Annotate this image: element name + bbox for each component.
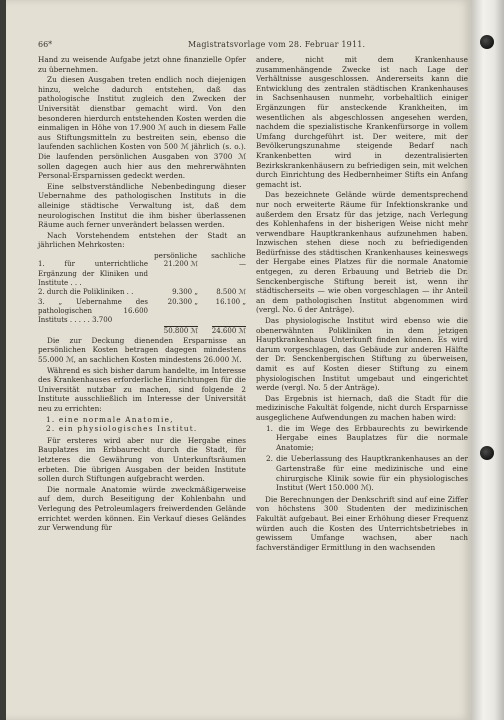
table-cell: 20.300 „ xyxy=(167,297,198,306)
table-cell: 16.100 „ xyxy=(215,297,246,306)
document-page xyxy=(6,0,472,720)
list-item: 1. die im Wege des Erbbaurechts zu bewirkende Hergabe eines Bauplatzes für die normale Anatomie; xyxy=(266,423,468,452)
institute-list xyxy=(46,415,246,434)
paragraph: Zu diesen Ausgaben treten endlich noch diejenigen hinzu, welche dadurch entstehen, daß das pathologische Institut zugleich den Zwecken der Universität dienstbar gemacht wird. Von den besonderen hierdurch entstehenden Kosten werden die einmaligen in Höhe von 17.900 ℳ auch in diesem Falle aus Stiftungsmitteln zu bestreiten sein, ebenso die laufenden sachlichen Kosten von 500 ℳ jährlich (s. o.). Die laufenden persönlichen Ausgaben von 3700 ℳ sollen dagegen auch hier aus den mehrerwähnten Personal-Ersparnissen gedeckt werden. xyxy=(38,75,246,181)
table-total: 50.800 ℳ xyxy=(163,326,198,335)
paragraph: Während es sich bisher darum handelte, im Interesse des Krankenhauses erforderliche Einrichtungen für die Universität nutzbar zu machen, sind folgende 2 Institute ausschließlich im Interesse der Universität neu zu errichten: xyxy=(38,365,246,413)
right-column xyxy=(256,55,468,553)
table-row-label: 1. für unterrichtliche Ergänzung der Kliniken und Institute . . . xyxy=(38,260,148,288)
paragraph: Die normale Anatomie würde zweckmäßigerweise auf dem, durch Beseitigung der Kohlenbahn und Verlegung des Petroleumlagers freiwerdenden Gelände errichtet werden können. Ein Verkauf dieses Geländes zur Verwendung für xyxy=(38,484,246,533)
table-cell: — xyxy=(239,260,246,269)
table-row-label: 3. „ Uebernahme des pathologischen 16.600 Instituts . . . . . 3.700 xyxy=(38,297,148,325)
running-header: Magistratsvorlage vom 28. Februar 1911. xyxy=(188,40,366,49)
paragraph: Eine selbstverständliche Nebenbedingung dieser Uebernahme des pathologischen Instituts in die alleinige städtische Verwaltung ist, daß dem neurologischen Institut die ihm bisher überlassenen Räume auch ferner unverändert belassen werden. xyxy=(38,181,246,230)
paragraph: Die zur Deckung dienenden Ersparnisse an persönlichen Kosten betragen dagegen mindestens 55.000 ℳ, an sachlichen Kosten mindestens 26.000 ℳ. xyxy=(38,335,246,365)
punch-hole xyxy=(480,446,494,460)
list-item: 1. eine normale Anatomie, xyxy=(46,414,174,424)
paragraph: Die Berechnungen der Denkschrift sind auf eine Ziffer von höchstens 300 Studenten der medizinischen Fakultät aufgebaut. Bei einer Erhöhung dieser Frequenz würden auch die Kosten des Unterrichtsbetriebes in gewissem Umfange wachsen, aber nach fachverständiger Ermittlung in den wachsenden xyxy=(256,494,468,552)
punch-hole xyxy=(480,35,494,49)
table-row xyxy=(38,288,246,297)
left-column xyxy=(38,55,246,534)
table-cell: 9.300 „ xyxy=(172,288,198,297)
list-item: 2. die Ueberlassung des Hauptkrankenhauses an der Gartenstraße für eine medizinische und eine chirurgische Klinik sowie für ein physiologisches Institut (Wert 150.000 ℳ). xyxy=(266,454,468,493)
paragraph: Hand zu weisende Aufgabe jetzt ohne finanzielle Opfer zu übernehmen. xyxy=(38,55,246,74)
table-row-label: 2. durch die Polikliniken . . xyxy=(38,288,134,297)
page-number: 66* xyxy=(38,40,53,49)
cost-table xyxy=(38,251,246,336)
table-total-row xyxy=(38,326,246,336)
binder-strip xyxy=(472,0,504,720)
list-item: 2. ein physiologisches Institut. xyxy=(46,424,198,434)
paragraph: Für ersteres wird aber nur die Hergabe eines Bauplatzes im Erbbaurecht durch die Stadt, für letzteres die Gewährung von Unterkunftsräumen erbeten. Die übrigen Ausgaben der beiden Institute sollen durch Stiftungen aufgebracht werden. xyxy=(38,435,246,484)
table-col-header: persönliche xyxy=(154,250,198,260)
table-col-header: sachliche xyxy=(211,250,246,260)
expense-list xyxy=(266,424,468,493)
paragraph: Das bezeichnete Gelände würde dementsprechend nur noch erweiterte Räume für Infektionskranke und außerdem den Ersatz für das jetzige, nach Verlegung des Kohlenhafens in der bisherigen Weise nicht mehr verwendbare Hauptkrankenhaus aufzunehmen haben. Inzwischen stehen diese noch zu befriedigenden Bedürfnisse des städtischen Krankenhauses keineswegs der Hergabe eines Platzes für die normale Anatomie entgegen, zu deren Erbauung und Betrieb die Dr. Senckenbergische Stiftung bereit ist, wenn ihr städtischerseits — wie oben vorgeschlagen — ihr Anteil an dem pathologischen Institut abgenommen wird (vergl. No. 6 der Anträge). xyxy=(256,190,468,315)
table-cell: 8.500 ℳ xyxy=(216,288,246,297)
paragraph: Das physiologische Institut wird ebenso wie die obenerwähnten Polikliniken in dem jetzigen Hauptkrankenhaus Unterkunft finden können. Es wird darum vorgeschlagen, das Gebäude zur anderen Hälfte der Dr. Senckenbergischen Stiftung zu überweisen, damit es auf Kosten dieser Stiftung zu einem physiologischen Institut umgebaut und eingerichtet werde (vergl. No. 5 der Anträge). xyxy=(256,316,468,393)
table-cell: 21.200 ℳ xyxy=(163,260,198,269)
table-total: 24.600 ℳ xyxy=(211,326,246,335)
table-row xyxy=(38,298,246,326)
paragraph: Nach Vorstehendem entstehen der Stadt an jährlichen Mehrkosten: xyxy=(38,230,246,250)
paragraph: Das Ergebnis ist hiernach, daß die Stadt für die medizinische Fakultät folgende, nicht durch Ersparnisse ausgeglichene Aufwendungen zu machen haben wird: xyxy=(256,393,468,422)
paragraph: andere, nicht mit dem Krankenhause zusammenhängende Zwecke ist nach Lage der Verhältnisse ausgeschlossen. Andererseits kann die Entwicklung des zentralen städtischen Krankenhauses in Sachsenhausen nunmehr, vorbehaltlich einiger Ergänzungen für ansteckende Krankheiten, im wesentlichen als abgeschlossen angesehen werden, nachdem die spezialistische Krankenfürsorge in vollem Umfang durchgeführt ist. Der weitere, mit der Bevölkerungszunahme steigende Bedarf nach Krankenbetten wird in dezentralisierten Bezirkskrankenhäusern zu befriedigen sein, mit welchen durch Einrichtung des Hedbernheimer Stifts ein Anfang gemacht ist. xyxy=(256,55,468,189)
table-row xyxy=(38,260,246,288)
